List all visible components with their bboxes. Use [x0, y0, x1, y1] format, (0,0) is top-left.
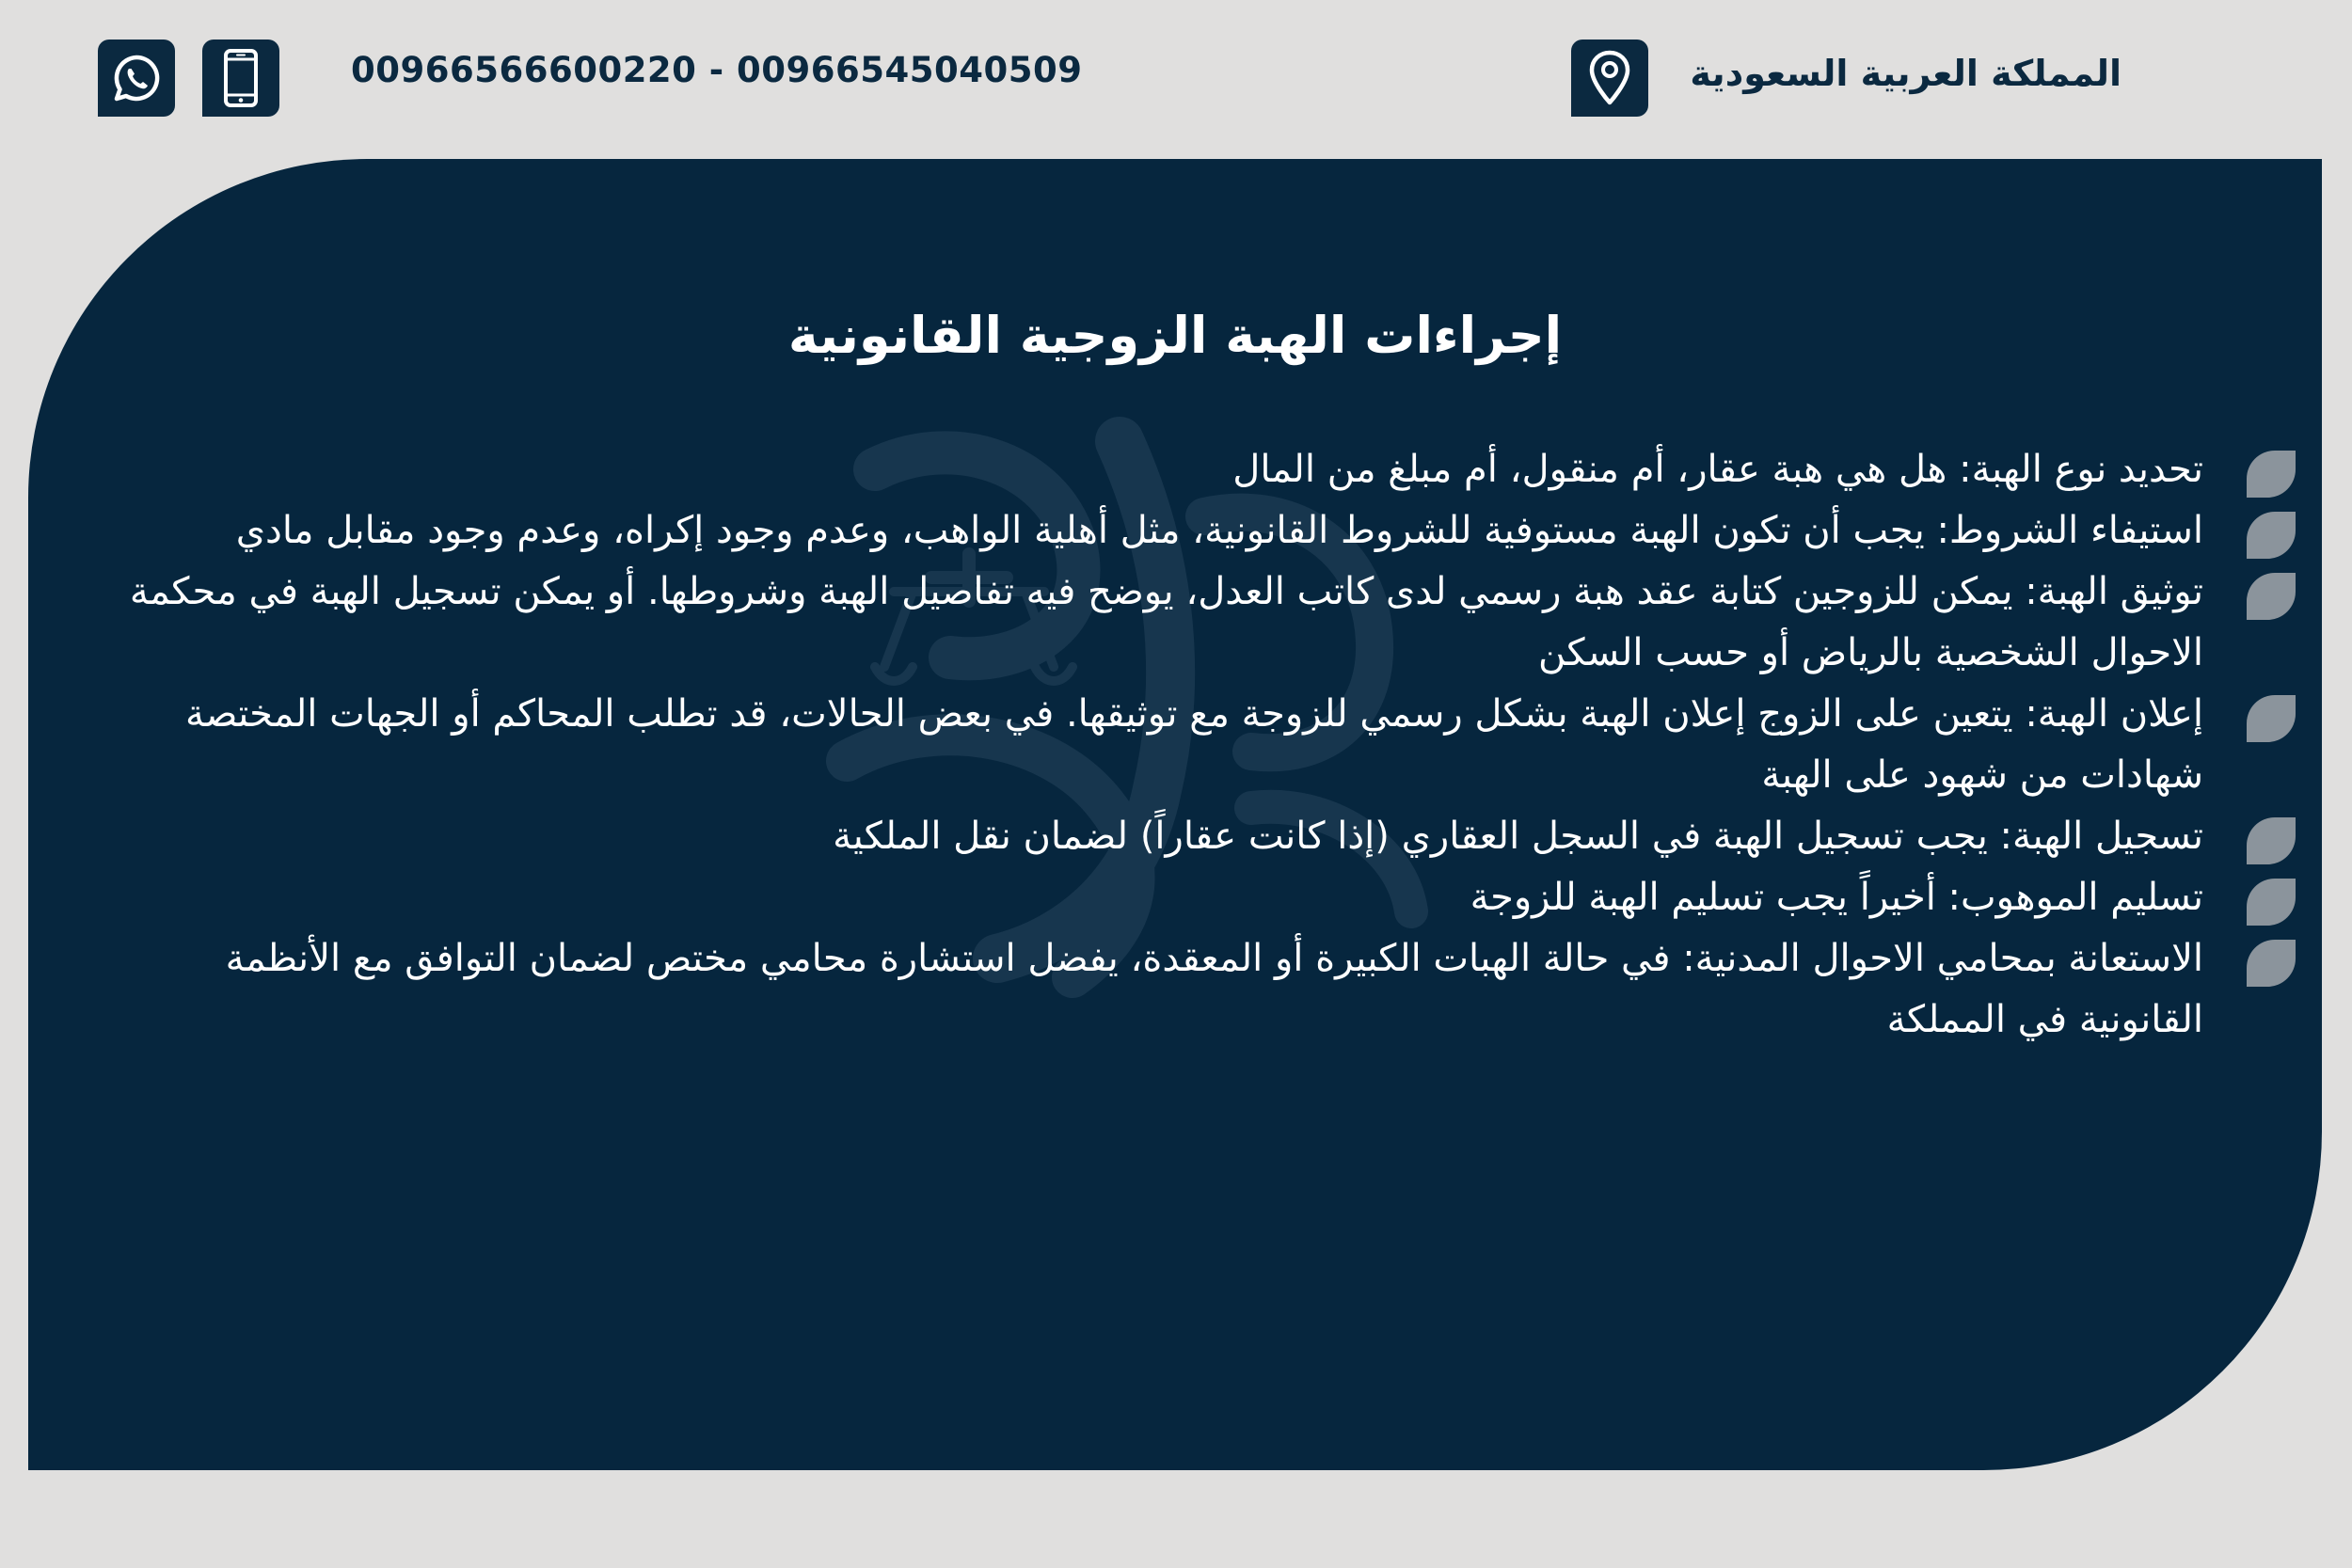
phone-numbers[interactable]: 00966566600220 - 00966545040509	[351, 50, 1083, 90]
bullet-icon	[2247, 879, 2296, 926]
location-button[interactable]	[1571, 40, 1648, 117]
list-item	[28, 500, 2322, 562]
bullet-icon	[2247, 451, 2296, 498]
step-text: تسليم الموهوب: أخيراً يجب تسليم الهبة للزوجة	[1470, 876, 2203, 919]
steps-list	[28, 439, 2322, 1051]
whatsapp-button[interactable]	[98, 40, 175, 117]
location-pin-icon	[1588, 50, 1631, 106]
bullet-icon	[2247, 512, 2296, 559]
country-label: المملكة العربية السعودية	[1690, 53, 2122, 94]
page-title: إجراءات الهبة الزوجية القانونية	[787, 306, 1563, 365]
content-panel	[28, 159, 2322, 1470]
mobile-call-button[interactable]	[202, 40, 279, 117]
list-item	[28, 867, 2322, 928]
bullet-icon	[2247, 573, 2296, 620]
list-item	[28, 684, 2322, 806]
bullet-icon	[2247, 695, 2296, 742]
step-text: تحديد نوع الهبة: هل هي هبة عقار، أم منقول، أم مبلغ من المال	[1232, 448, 2203, 491]
step-text: استيفاء الشروط: يجب أن تكون الهبة مستوفية للشروط القانونية، مثل أهلية الواهب، وعدم وجود إكراه، وعدم وجود مقابل مادي	[235, 509, 2203, 552]
list-item	[28, 928, 2322, 1051]
bullet-icon	[2247, 940, 2296, 987]
mobile-phone-icon	[222, 49, 260, 107]
bullet-icon	[2247, 817, 2296, 864]
step-text: إعلان الهبة: يتعين على الزوج إعلان الهبة بشكل رسمي للزوجة مع توثيقها. في بعض الحالات، قد تطلب المحاكم أو الجهات المختصة شهادات من شهود على الهبة	[184, 692, 2203, 797]
list-item	[28, 562, 2322, 684]
list-item	[28, 439, 2322, 500]
list-item	[28, 806, 2322, 867]
step-text: تسجيل الهبة: يجب تسجيل الهبة في السجل العقاري (إذا كانت عقاراً) لضمان نقل الملكية	[833, 815, 2203, 858]
step-text: توثيق الهبة: يمكن للزوجين كتابة عقد هبة رسمي لدى كاتب العدل، يوضح فيه تفاصيل الهبة وشروطها. أو يمكن تسجيل الهبة في محكمة الاحوال الشخصية بالرياض أو حسب السكن	[129, 570, 2203, 674]
step-text: الاستعانة بمحامي الاحوال المدنية: في حالة الهبات الكبيرة أو المعقدة، يفضل استشارة محامي مختص لضمان التوافق مع الأنظمة القانونية في المملكة	[225, 937, 2203, 1041]
whatsapp-icon	[110, 52, 163, 104]
